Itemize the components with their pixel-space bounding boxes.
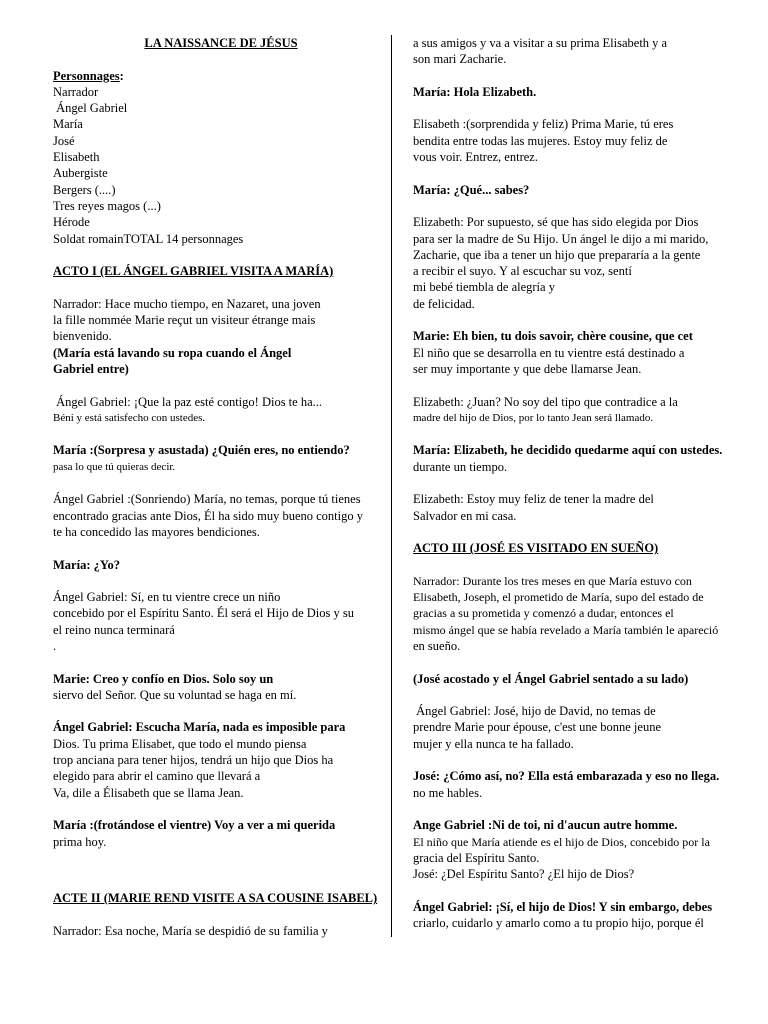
angel-line: Va, dile a Élisabeth que se llama Jean. <box>53 785 244 800</box>
narrador-line: Elisabeth, Joseph, el prometido de María, supo del estado de <box>413 590 704 605</box>
maria-line: María: ¿Yo? <box>53 557 120 572</box>
column-divider <box>391 35 392 937</box>
stage-direction: Gabriel entre) <box>53 361 129 376</box>
personnage-item: Ángel Gabriel <box>53 101 128 116</box>
acto1-heading: ACTO I (EL ÁNGEL GABRIEL VISITA A MARÍA) <box>53 264 334 279</box>
angel-line: Ángel Gabriel: ¡Que la paz esté contigo! Dios te ha... <box>53 394 323 409</box>
narrador-line: bienvenido. <box>53 329 112 344</box>
acto3-heading: ACTO III (JOSÉ ES VISITADO EN SUEÑO) <box>413 541 659 556</box>
narrador-line: gracias a su prometida y comenzó a dudar, entonces el <box>413 606 674 621</box>
elisabeth-line: Elisabeth :(sorprendida y feliz) Prima Marie, tú eres <box>413 117 674 132</box>
elizabeth-line: Salvador en mi casa. <box>413 508 517 523</box>
marie-line: ser muy importante y que debe llamarse Jean. <box>413 361 642 376</box>
narrador-line: Narrador: Hace mucho tiempo, en Nazaret, una joven <box>53 296 321 311</box>
angel-line: Ángel Gabriel: José, hijo de David, no temas de <box>413 704 656 719</box>
narrador-line: Narrador: Esa noche, María se despidió de su familia y <box>53 923 328 938</box>
angel-line: elegido para abrir el camino que llevará a <box>53 769 261 784</box>
marie-line: Marie: Creo y confío en Dios. Solo soy un <box>53 671 274 686</box>
elizabeth-line: madre del hijo de Dios, por lo tanto Jean será llamado. <box>413 411 654 424</box>
personnage-item: Elisabeth <box>53 150 100 165</box>
angel-line: Béni y está satisfecho con ustedes. <box>53 411 206 424</box>
elizabeth-line: Zacharie, que iba a tener un hijo que prepararía a la gente <box>413 247 701 262</box>
maria-line: durante un tiempo. <box>413 459 508 474</box>
ange-line: Ange Gabriel :Ni de toi, ni d'aucun autre homme. <box>413 818 678 833</box>
angel-line: trop anciana para tener hijos, tendrá un hijo que Dios ha <box>53 753 334 768</box>
maria-line: pasa lo que tú quieras decir. <box>53 460 176 473</box>
narrador-line: en sueño. <box>413 638 461 653</box>
stage-direction: (María está lavando su ropa cuando el Ángel <box>53 345 292 360</box>
right-column <box>413 35 753 931</box>
maria-line: María: ¿Qué... sabes? <box>413 182 530 197</box>
maria-line: María: Elizabeth, he decidido quedarme aquí con ustedes. <box>413 443 723 458</box>
personnage-item: María <box>53 117 83 132</box>
stage-direction: (José acostado y el Ángel Gabriel sentado a su lado) <box>413 671 689 686</box>
elizabeth-line: Elizabeth: Estoy muy feliz de tener la madre del <box>413 492 654 507</box>
marie-line: Marie: Eh bien, tu dois savoir, chère cousine, que cet <box>413 329 693 344</box>
narrador-line: son mari Zacharie. <box>413 52 507 67</box>
elisabeth-line: vous voir. Entrez, entrez. <box>413 150 538 165</box>
ange-line: El niño que María atiende es el hijo de Dios, concebido por la <box>413 834 710 849</box>
marie-line: siervo del Señor. Que su voluntad se haga en mí. <box>53 687 297 702</box>
angel-line: Ángel Gabriel: ¡Sí, el hijo de Dios! Y sin embargo, debes <box>413 899 713 914</box>
personnages-heading: Personnages: <box>53 68 124 83</box>
maria-line: María :(frotándose el vientre) Voy a ver a mi querida <box>53 818 336 833</box>
elizabeth-line: de felicidad. <box>413 296 475 311</box>
narrador-line: a sus amigos y va a visitar a su prima Elisabeth y a <box>413 36 668 50</box>
angel-line: Dios. Tu prima Elisabet, que todo el mundo piensa <box>53 736 307 751</box>
elizabeth-line: Elizabeth: ¿Juan? No soy del tipo que contradice a la <box>413 394 678 409</box>
jose-line: José: ¿Cómo así, no? Ella está embarazada y eso no llega. <box>413 769 720 784</box>
jose-line: José: ¿Del Espíritu Santo? ¿El hijo de Dios? <box>413 867 635 882</box>
personnage-item: Soldat romainTOTAL 14 personnages <box>53 231 244 246</box>
marie-line: El niño que se desarrolla en tu vientre está destinado a <box>413 345 685 360</box>
angel-line: criarlo, cuidarlo y amarlo como a tu propio hijo, porque él <box>413 916 704 931</box>
elisabeth-line: bendita entre todas las mujeres. Estoy muy feliz de <box>413 133 668 148</box>
personnage-item: José <box>53 133 75 148</box>
maria-line: prima hoy. <box>53 834 107 849</box>
angel-line: te ha concedido las mayores bendiciones. <box>53 524 260 539</box>
jose-line: no me hables. <box>413 785 483 800</box>
personnage-item: Bergers (....) <box>53 182 116 197</box>
angel-line: . <box>53 638 57 653</box>
angel-line: encontrado gracias ante Dios, Él ha sido muy bueno contigo y <box>53 508 363 523</box>
personnage-item: Narrador <box>53 84 99 99</box>
elizabeth-line: para ser la madre de Su Hijo. Un ángel le dijo a mi marido, <box>413 231 709 246</box>
maria-line: María: Hola Elizabeth. <box>413 84 537 99</box>
personnage-item: Tres reyes magos (...) <box>53 198 161 213</box>
elizabeth-line: mi bebé tiembla de alegría y <box>413 280 555 295</box>
angel-line: Ángel Gabriel: Escucha María, nada es imposible para <box>53 720 346 735</box>
elizabeth-line: Elizabeth: Por supuesto, sé que has sido elegida por Dios <box>413 215 699 230</box>
angel-line: mujer y ella nunca te ha fallado. <box>413 736 574 751</box>
angel-line: concebido por el Espíritu Santo. Él será el Hijo de Dios y su <box>53 606 354 621</box>
maria-line: María :(Sorpresa y asustada) ¿Quién eres, no entiendo? <box>53 443 350 458</box>
left-column <box>53 35 389 939</box>
angel-line: el reino nunca terminará <box>53 622 175 637</box>
document-title: LA NAISSANCE DE JÉSUS <box>144 36 298 50</box>
narrador-line: la fille nommée Marie reçut un visiteur étrange mais <box>53 313 316 328</box>
narrador-line: Narrador: Durante los tres meses en que María estuvo con <box>413 573 692 588</box>
elizabeth-line: a recibir el suyo. Y al escuchar su voz, sentí <box>413 264 632 279</box>
angel-line: prendre Marie pour épouse, c'est une bonne jeune <box>413 720 661 735</box>
narrador-line: mismo ángel que se había revelado a María también le apareció <box>413 622 719 637</box>
angel-line: Ángel Gabriel: Sí, en tu vientre crece un niño <box>53 590 281 605</box>
personnage-item: Aubergiste <box>53 166 108 181</box>
personnage-item: Hérode <box>53 215 90 230</box>
ange-line: gracia del Espíritu Santo. <box>413 850 540 865</box>
acte2-heading: ACTE II (MARIE REND VISITE A SA COUSINE ISABEL) <box>53 891 378 906</box>
angel-line: Ángel Gabriel :(Sonriendo) María, no temas, porque tú tienes <box>53 492 361 507</box>
